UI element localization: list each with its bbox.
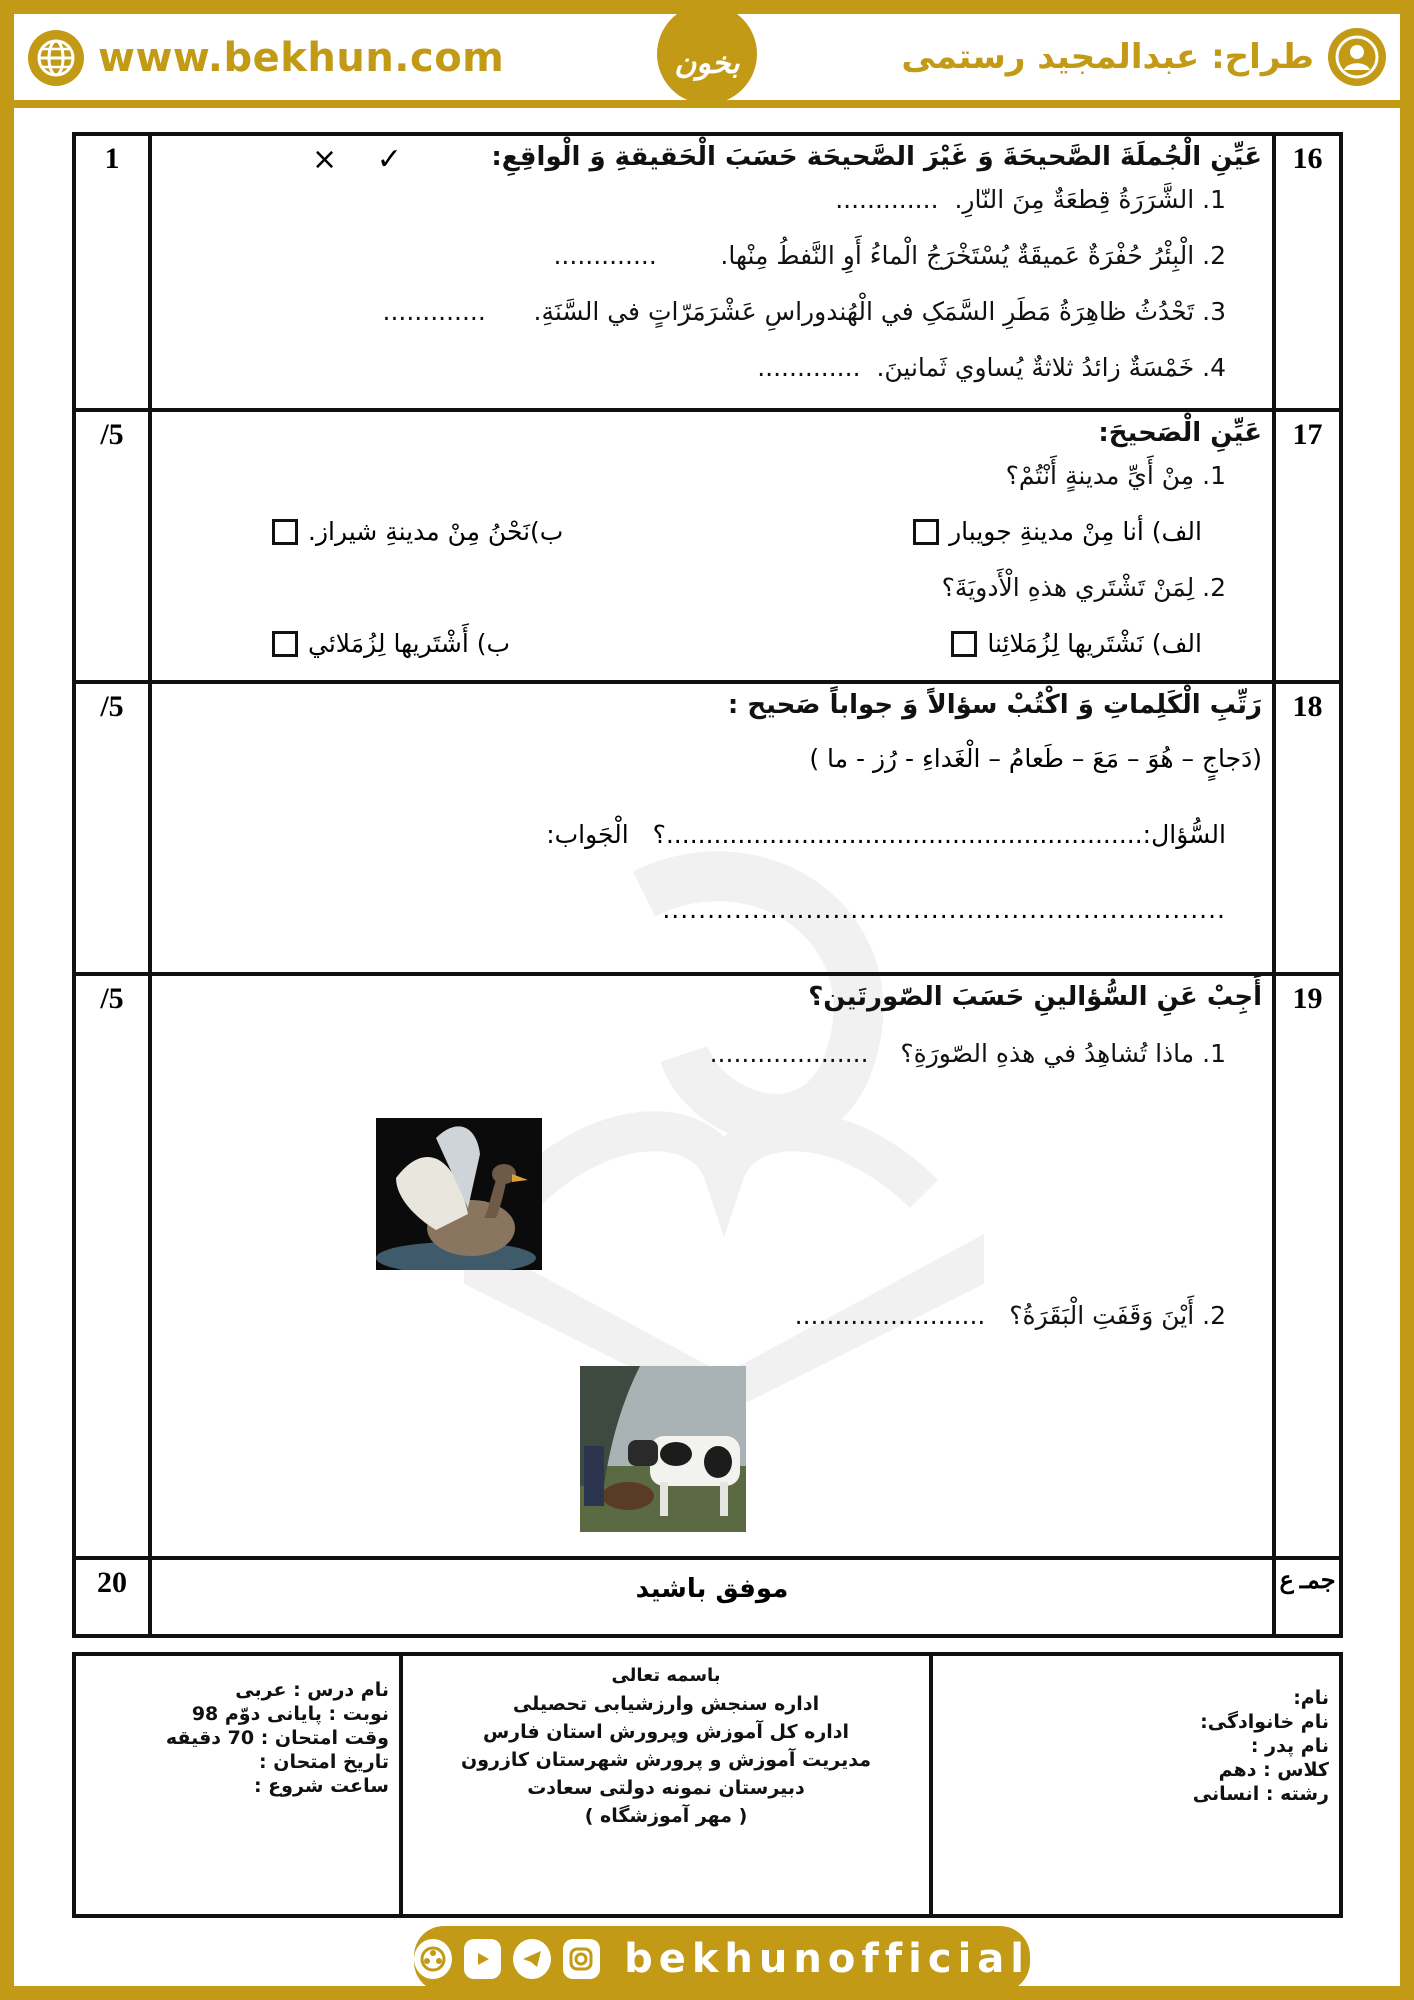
question-score: /5 bbox=[74, 682, 150, 974]
option-label: ب)نَحْنُ مِنْ مدينةِ شيراز. bbox=[308, 517, 564, 546]
exam-start-time: ساعت شروع : bbox=[253, 1775, 389, 1797]
check-icon: ✓ bbox=[376, 142, 402, 177]
question-score: /5 bbox=[74, 410, 150, 682]
youtube-icon[interactable] bbox=[464, 1939, 502, 1979]
question-title: رَتِّبِ الْكَلِماتِ وَ اكْتُبْ سؤالاً وَ جواباً صَحيح : bbox=[727, 690, 1262, 720]
option-checkbox[interactable] bbox=[272, 631, 298, 657]
answer-blank[interactable]: ............................................................... bbox=[662, 895, 1226, 924]
option-label: ب) أَشْتَريها لِزُمَلائي bbox=[308, 629, 511, 658]
question-number: 18 bbox=[1274, 682, 1341, 974]
question-body bbox=[150, 134, 1274, 410]
question-row bbox=[74, 974, 1341, 1558]
student-major-field: رشته : انسانی bbox=[1192, 1783, 1329, 1805]
institution-line: اداره سنجش وارزشیابی تحصیلی bbox=[512, 1693, 820, 1715]
student-family-field: نام خانوادگی: bbox=[1200, 1711, 1329, 1733]
student-info bbox=[929, 1656, 1339, 1914]
question-label: السُّؤال: bbox=[1142, 820, 1226, 849]
sub-question-text: 2. أَيْنَ وَقَفَتِ الْبَقَرَةُ؟ bbox=[1009, 1301, 1226, 1330]
option-checkbox[interactable] bbox=[913, 519, 939, 545]
option-checkbox[interactable] bbox=[951, 631, 977, 657]
sub-question bbox=[152, 1026, 1272, 1082]
option-label: الف) نَشْتَريها لِزُمَلائِنا bbox=[987, 629, 1202, 658]
answer-blank[interactable]: ........................ bbox=[794, 1301, 986, 1330]
item-text: 3. تَحْدُثُ ظاهِرَةُ مَطَرِ السَّمَکِ في الْهُندوراسِ عَشْرَمَرّاتٍ في السَّنَةِ. bbox=[533, 297, 1226, 326]
bekhun-logo bbox=[657, 4, 757, 104]
question-item bbox=[152, 172, 1272, 228]
question-title: أَجِبْ عَنِ السُّؤالينِ حَسَبَ الصّورتَين؟ bbox=[808, 982, 1262, 1012]
user-icon bbox=[1328, 28, 1386, 86]
options-row bbox=[152, 616, 1272, 672]
item-text: 2. الْبِئْرُ حُفْرَةٌ عَميقَةٌ يُسْتَخْرَجُ الْماءُ أَوِ النَّفطُ مِنْها. bbox=[720, 241, 1226, 270]
question-item bbox=[152, 228, 1272, 284]
question-score: 1 bbox=[74, 134, 150, 410]
answer-blank[interactable]: ............. bbox=[382, 297, 486, 326]
cow-image bbox=[580, 1366, 746, 1532]
sub-question-text: 1. ماذا تُشاهِدُ في هذهِ الصّورَةِ؟ bbox=[900, 1039, 1226, 1068]
option-label: الف) أنا مِنْ مدينةِ جويبار bbox=[949, 517, 1202, 546]
sub-question bbox=[152, 1288, 1272, 1344]
website-link[interactable] bbox=[28, 30, 504, 86]
cross-icon: × bbox=[312, 142, 338, 177]
instagram-icon[interactable] bbox=[563, 1939, 601, 1979]
question-score: /5 bbox=[74, 974, 150, 1558]
item-text: 1. الشَّرَرَةُ قِطعَةٌ مِنَ النّارِ. bbox=[954, 185, 1226, 214]
options-row bbox=[152, 504, 1272, 560]
answer-label: الْجَواب: bbox=[546, 820, 629, 849]
school-stamp-label: ( مهر آموزشگاه ) bbox=[584, 1805, 748, 1827]
institution-line: اداره کل آموزش وپرورش استان فارس bbox=[482, 1721, 850, 1743]
website-url: www.bekhun.com bbox=[98, 35, 505, 81]
question-row bbox=[74, 682, 1341, 974]
student-name-field: نام: bbox=[1293, 1687, 1329, 1709]
question-number: 19 bbox=[1274, 974, 1341, 1558]
true-false-marks bbox=[312, 142, 432, 177]
question-line bbox=[152, 800, 1272, 870]
word-bank: (دَجاجٍ – هُوَ – مَعَ – طَعامُ – الْغَداءِ - رُز - ما ) bbox=[809, 744, 1262, 773]
exam-term: نوبت : پایانی دوّم 98 bbox=[191, 1703, 389, 1725]
message-text: موفق باشيد bbox=[635, 1574, 789, 1604]
student-class-field: کلاس : دهم bbox=[1218, 1759, 1329, 1781]
item-text: 4. خَمْسَةٌ زائدُ ثلاثةٌ يُساوي ثَمانينَ. bbox=[876, 353, 1226, 382]
answer-blank[interactable]: ............. bbox=[757, 353, 861, 382]
social-bar[interactable] bbox=[414, 1926, 1030, 1992]
question-item bbox=[152, 340, 1272, 396]
designer-credit bbox=[901, 28, 1386, 86]
designer-name: طراح: عبدالمجید رستمی bbox=[901, 37, 1314, 77]
exam-info-footer bbox=[72, 1652, 1343, 1918]
option-b[interactable] bbox=[272, 504, 563, 560]
sub-question: 1. مِنْ أَيِّ مدينةٍ أَنْتُمْ؟ bbox=[1005, 461, 1226, 490]
exam-date: تاریخ امتحان : bbox=[259, 1751, 389, 1773]
answer-line bbox=[152, 870, 1272, 950]
exam-duration: وقت امتحان : 70 دقیقه bbox=[165, 1727, 389, 1749]
question-title: عَیِّنِ الْجُملَةَ الصَّحیحَةَ وَ غَیْرَ الصَّحیحَة حَسَبَ الْحَقیقةِ وَ الْواقِعِ: bbox=[491, 142, 1262, 172]
page-header bbox=[14, 14, 1400, 108]
option-checkbox[interactable] bbox=[272, 519, 298, 545]
course-name: نام درس : عربی bbox=[235, 1679, 389, 1701]
institution-info bbox=[399, 1656, 929, 1914]
institution-line: مدیریت آموزش و پرورش شهرستان کازرون bbox=[460, 1749, 871, 1771]
basmala-heading: باسمه تعالی bbox=[611, 1665, 721, 1686]
question-row bbox=[74, 134, 1341, 410]
social-handle: bekhunofficial bbox=[624, 1936, 1030, 1982]
option-a[interactable] bbox=[951, 616, 1202, 672]
school-name: دبیرستان نمونه دولتی سعادت bbox=[527, 1777, 805, 1799]
question-body bbox=[150, 974, 1274, 1558]
total-label: جمـ ع bbox=[1274, 1558, 1341, 1636]
reel-icon[interactable] bbox=[414, 1939, 452, 1979]
question-row bbox=[74, 410, 1341, 682]
question-item bbox=[152, 284, 1272, 340]
telegram-icon[interactable] bbox=[513, 1939, 551, 1979]
duck-image bbox=[376, 1118, 542, 1270]
question-blank[interactable]: ............................................................؟ bbox=[652, 820, 1143, 849]
exam-table bbox=[72, 132, 1343, 1638]
question-number: 16 bbox=[1274, 134, 1341, 410]
globe-icon bbox=[28, 30, 84, 86]
success-message bbox=[150, 1558, 1274, 1636]
answer-blank[interactable]: ............. bbox=[835, 185, 939, 214]
logo-text: بخون bbox=[674, 45, 740, 81]
exam-details bbox=[76, 1656, 399, 1914]
question-title: عَيِّنِ الْصَحيحَ: bbox=[1098, 418, 1262, 448]
option-a[interactable] bbox=[913, 504, 1202, 560]
question-body bbox=[150, 682, 1274, 974]
option-b[interactable] bbox=[272, 616, 510, 672]
total-score: 20 bbox=[74, 1558, 150, 1636]
question-body bbox=[150, 410, 1274, 682]
answer-blank[interactable]: .................... bbox=[709, 1039, 869, 1068]
question-number: 17 bbox=[1274, 410, 1341, 682]
answer-blank[interactable]: ............. bbox=[553, 241, 657, 270]
sub-question: 2. لِمَنْ تَشْتَري هذهِ الْأَدويَةَ؟ bbox=[941, 573, 1226, 602]
student-father-field: نام پدر : bbox=[1250, 1735, 1329, 1757]
total-row bbox=[74, 1558, 1341, 1636]
